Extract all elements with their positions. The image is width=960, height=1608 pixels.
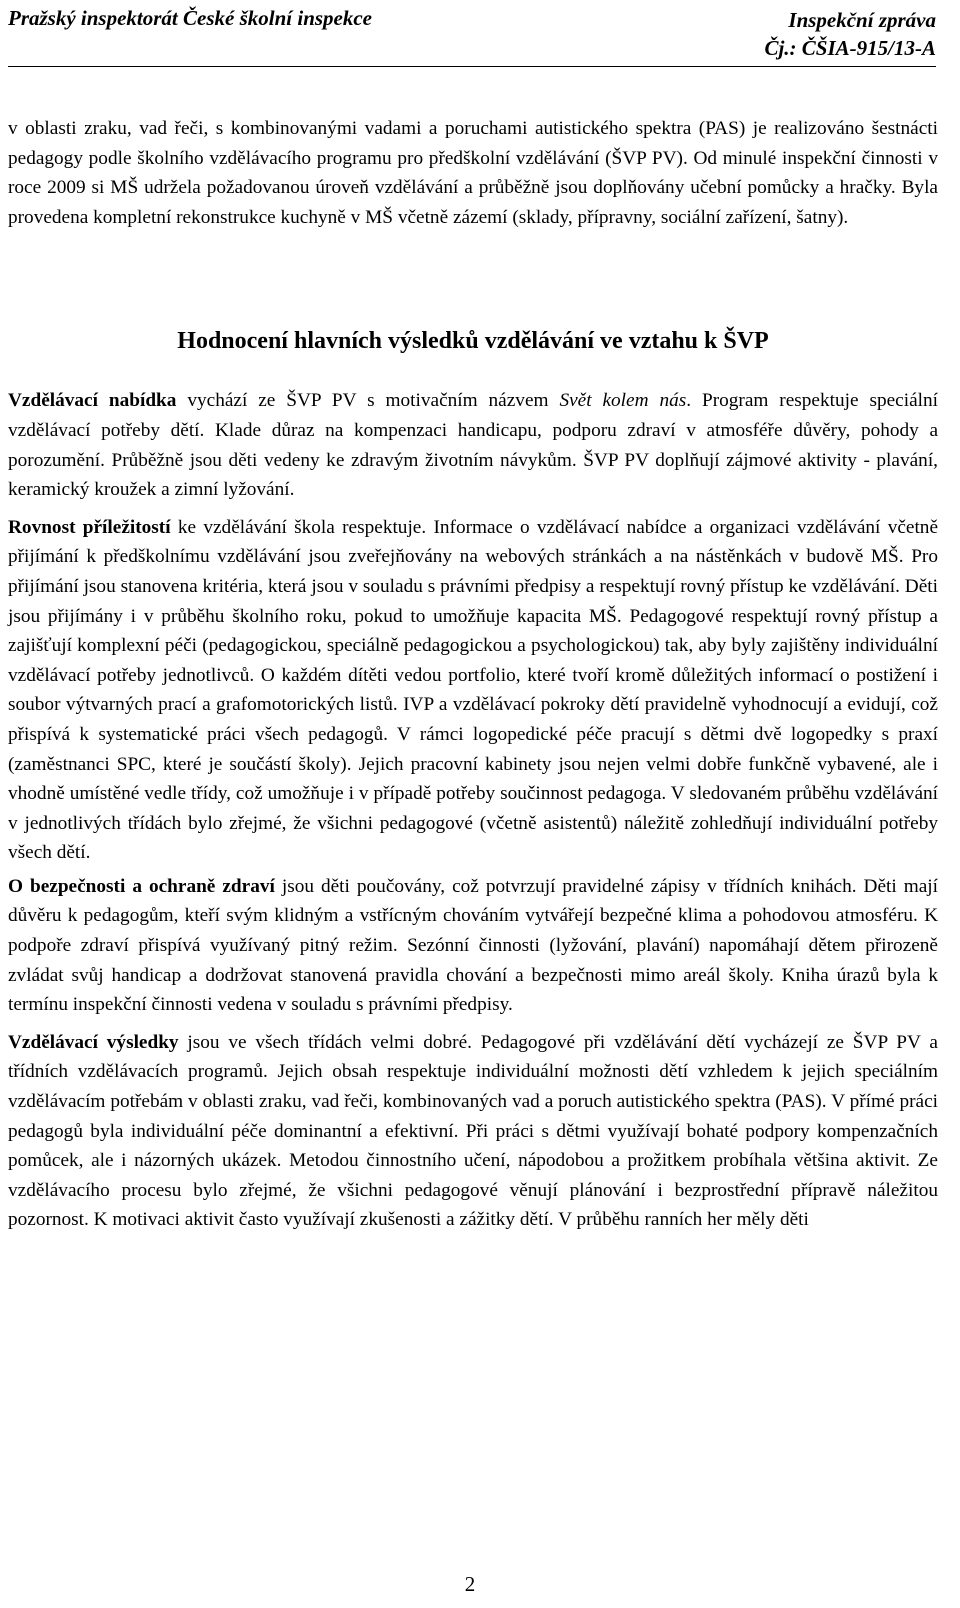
document-body xyxy=(8,114,938,1235)
paragraph-equal-opportunities-text: ke vzdělávání škola respektuje. Informace o vzdělávací nabídce a organizaci vzdělávání včetně přijímání k předškolnímu vzdělávání jsou zveřejňovány na webových stránkách a na nástěnkách v budově MŠ. Pro přijímání jsou stanovena kritéria, která jsou v souladu s právními předpisy a respektují rovný přístup ke vzdělávání. Děti jsou přijímány i v průběhu školního roku, pokud to umožňuje kapacita MŠ. Pedagogové respektují rovný přístup a zajišťují komplexní péči (pedagogickou, speciálně pedagogickou a psychologickou) tak, aby byly zajištěny individuální vzdělávací potřeby jednotlivců. O každém dítěti vedou portfolio, které tvoří kromě důležitých informací o postižení i soubor výtvarných prací a grafomotorických listů. IVP a vzdělávací pokroky dětí pravidelně vyhodnocují a evidují, což přispívá k systematické práci všech pedagogů. V rámci logopedické péče pracují s dětmi dvě logopedky s praxí (zaměstnanci SPC, které je součástí školy). Jejich pracovní kabinety jsou nejen velmi dobře funkčně vybavené, ale i vhodně umístěné vedle třídy, což umožňuje i v případě potřeby součinnost pedagoga. V sledovaném průběhu vzdělávání v jednotlivých třídách bylo zřejmé, že všichni pedagogové (včetně asistentů) náležitě zohledňují individuální potřeby všech dětí. xyxy=(8,516,939,864)
intro-paragraph: v oblasti zraku, vad řeči, s kombinovanými vadami a poruchami autistického spektra (PAS) je realizováno šestnácti pedagogy podle školního vzdělávacího programu pro předškolní vzdělávání (ŠVP PV). Od minulé inspekční činnosti v roce 2009 si MŠ udržela požadovanou úroveň vzdělávání a průběžně jsou doplňovány učební pomůcky a hračky. Byla provedena kompletní rekonstrukce kuchyně v MŠ včetně zázemí (sklady, přípravny, sociální zařízení, šatny). xyxy=(8,118,938,228)
term-educational-results: Vzdělávací výsledky xyxy=(8,1031,179,1053)
header-reference-number: Čj.: ČŠIA-915/13-A xyxy=(764,36,936,60)
paragraph-safety-text: jsou děti poučovány, což potvrzují pravidelné zápisy v třídních knihách. Děti mají důvěru k pedagogům, kteří svým klidným a vstřícným chováním vytvářejí bezpečné klima a pohodovou atmosféru. K podpoře zdraví přispívá využívaný pitný režim. Sezónní činnosti (lyžování, plavání) napomáhají dětem přirozeně zvládat svůj handicap a dodržovat stanovená pravidla chování a bezpečnosti mimo areál školy. Kniha úrazů byla k termínu inspekční činnosti vedena v souladu s právními předpisy. xyxy=(8,875,938,1016)
program-name: Svět kolem nás xyxy=(559,390,687,412)
paragraph-educational-results xyxy=(8,1028,938,1235)
page-number: 2 xyxy=(464,1572,476,1596)
section-heading: Hodnocení hlavních výsledků vzdělávání ve vztahu k ŠVP xyxy=(177,328,769,355)
paragraph-educational-offer xyxy=(8,386,938,504)
paragraph-safety xyxy=(8,872,938,1020)
header-document-type: Inspekční zpráva xyxy=(788,8,936,32)
header-right xyxy=(764,6,936,62)
header-divider xyxy=(8,66,936,67)
term-safety: O bezpečnosti a ochraně zdraví xyxy=(8,875,275,897)
paragraph-educational-offer-text-2: . Program respektuje speciální vzdělávací potřeby dětí. Klade důraz na kompenzaci handicapu, podporu zdraví v atmosféře důvěry, pohody a porozumění. Průběžně jsou děti vedeny ke zdravým životním návykům. ŠVP PV doplňují zájmové aktivity - plavání, keramický kroužek a zimní lyžování. xyxy=(8,390,939,501)
header-organization: Pražský inspektorát České školní inspekce xyxy=(8,6,373,30)
term-equal-opportunities: Rovnost příležitostí xyxy=(8,516,171,538)
term-educational-offer: Vzdělávací nabídka xyxy=(8,390,177,412)
paragraph-equal-opportunities xyxy=(8,513,938,868)
page-header xyxy=(8,6,936,66)
paragraph-educational-offer-text-1: vychází ze ŠVP PV s motivačním názvem xyxy=(176,390,560,412)
paragraph-educational-results-text: jsou ve všech třídách velmi dobré. Pedagogové při vzdělávání dětí vycházejí ze ŠVP PV a třídních vzdělávacích programů. Jejich obsah respektuje individuální možnosti dětí vzhledem k jejich speciálním vzdělávacím potřebám v oblasti zraku, vad řeči, kombinovaných vad a poruch autistického spektra (PAS). V přímé práci pedagogů byla individuální péče dominantní a efektivní. Při práci s dětmi využívají bohaté podpory kompenzačních pomůcek, ale i názorných ukázek. Metodou činnostního učení, nápodobou a prožitkem probíhala většina aktivit. Ze vzdělávacího procesu bylo zřejmé, že všichni pedagogové věnují plánování i bezprostřední přípravě náležitou pozornost. K motivaci aktivit často využívají zkušenosti a zážitky dětí. V průběhu ranních her měly děti xyxy=(8,1031,938,1231)
